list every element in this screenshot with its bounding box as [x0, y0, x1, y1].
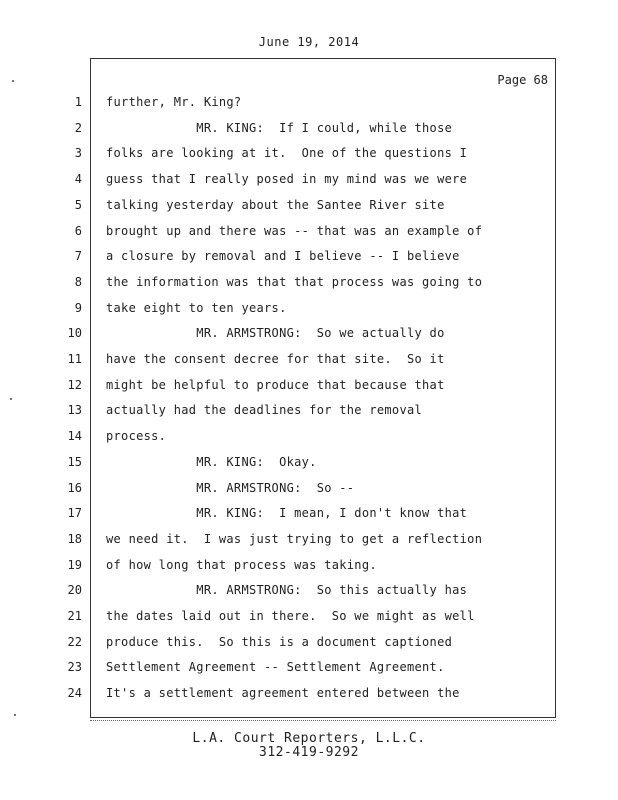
line-number: 18: [67, 531, 82, 546]
line-number: 21: [67, 609, 82, 623]
line-number: 12: [67, 377, 82, 392]
line-number: 22: [67, 634, 82, 649]
line-number: 13: [67, 403, 82, 418]
line-number: 19: [67, 557, 82, 572]
line-number: 3: [74, 146, 82, 161]
line-text: have the consent decree for that site. So it: [106, 352, 445, 366]
line-number: 17: [67, 506, 82, 521]
line-text: brought up and there was -- that was an example of: [106, 223, 483, 238]
transcript-date: June 19, 2014: [258, 35, 360, 49]
line-text: process.: [106, 429, 167, 444]
line-text: a closure by removal and I believe -- I believe: [106, 249, 460, 264]
line-number: 24: [67, 686, 82, 701]
scan-speck: [12, 80, 14, 82]
line-text: talking yesterday about the Santee River site: [106, 197, 445, 212]
line-number: 16: [67, 480, 82, 495]
line-text: guess that I really posed in my mind was we were: [106, 172, 468, 187]
frame-bottom-rule: [90, 720, 556, 721]
line-text: It's a settlement agreement entered between the: [106, 686, 460, 701]
line-number: 5: [74, 197, 82, 212]
line-number: 23: [67, 660, 82, 675]
line-text: the dates laid out in there. So we might as well: [106, 609, 475, 623]
line-number: 8: [74, 274, 82, 289]
line-number: 9: [74, 300, 82, 315]
line-number: 20: [67, 583, 82, 598]
line-number: 1: [74, 95, 82, 109]
line-text: MR. KING: If I could, while those: [106, 120, 453, 135]
page-number: Page 68: [497, 73, 548, 87]
line-text: take eight to ten years.: [106, 300, 287, 315]
line-text: of how long that process was taking.: [106, 557, 377, 572]
line-text: MR. ARMSTRONG: So --: [106, 480, 355, 495]
reporter-phone: 312-419-9292: [259, 745, 359, 760]
reporter-company: L.A. Court Reporters, L.L.C.: [192, 731, 426, 746]
line-text: we need it. I was just trying to get a reflection: [106, 531, 483, 546]
line-number: 2: [74, 120, 82, 135]
line-text: actually had the deadlines for the removal: [106, 403, 423, 418]
line-text: folks are looking at it. One of the questions I: [106, 146, 468, 161]
scan-speck: [14, 714, 16, 716]
line-text: further, Mr. King?: [106, 95, 242, 109]
line-number: 10: [67, 326, 82, 341]
line-text: Settlement Agreement -- Settlement Agreement.: [106, 660, 445, 675]
line-number: 14: [67, 429, 82, 444]
line-text: MR. KING: I mean, I don't know that: [106, 506, 468, 521]
line-number: 6: [74, 223, 82, 238]
line-text: the information was that that process was going to: [106, 274, 483, 289]
line-text: produce this. So this is a document captioned: [106, 634, 453, 649]
line-text: MR. KING: Okay.: [106, 454, 317, 469]
line-number: 4: [74, 172, 82, 187]
line-text: might be helpful to produce that because that: [106, 377, 445, 392]
line-text: MR. ARMSTRONG: So this actually has: [106, 583, 468, 598]
line-number: 7: [74, 249, 82, 264]
line-number: 15: [67, 454, 82, 469]
scan-speck: [10, 398, 12, 400]
line-text: MR. ARMSTRONG: So we actually do: [106, 326, 445, 341]
line-number: 11: [67, 352, 82, 366]
